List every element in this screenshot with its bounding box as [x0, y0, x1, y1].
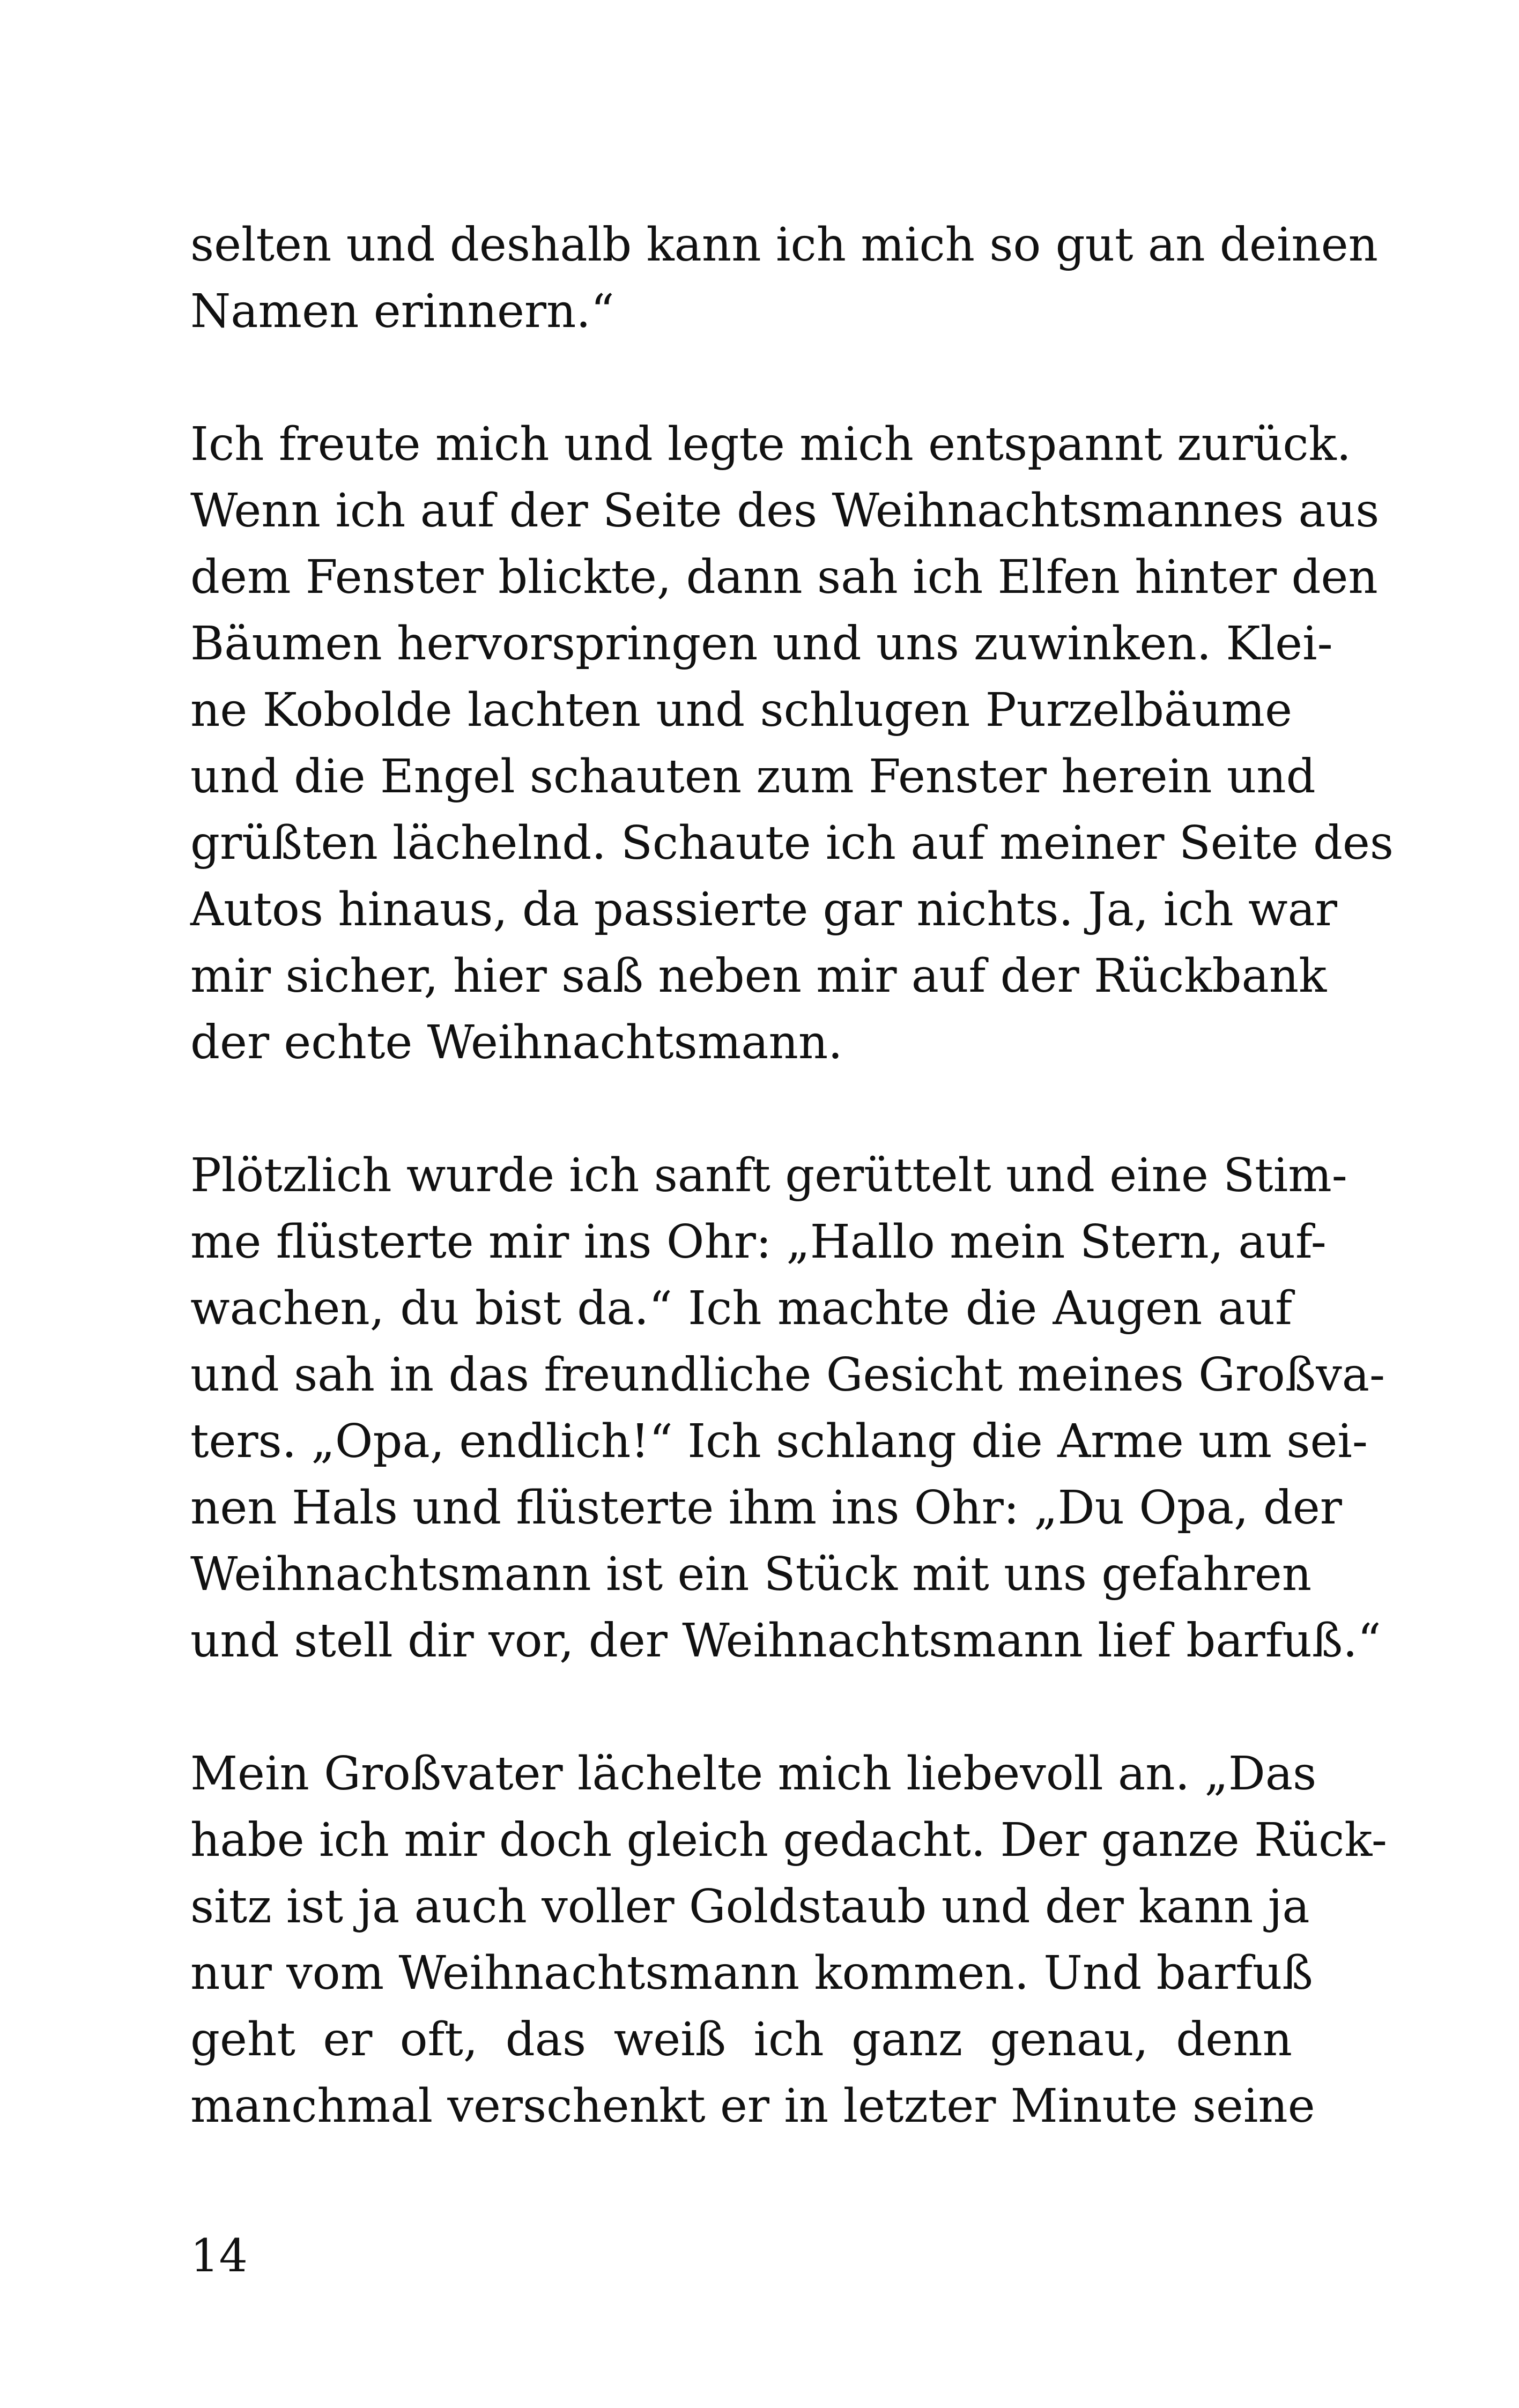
text-line: me flüsterte mir ins Ohr: „Hallo mein Stern, auf- [190, 1215, 1327, 1269]
body-text [190, 212, 1394, 2206]
paragraph-4 [190, 1741, 1387, 2139]
text-line: Mein Großvater lächelte mich liebevoll an. „Das [190, 1747, 1317, 1801]
text-line: manchmal verschenkt er in letzter Minute seine [190, 2079, 1315, 2133]
text-line: Autos hinaus, da passierte gar nichts. Ja, ich war [190, 883, 1337, 937]
text-line: habe ich mir doch gleich gedacht. Der ganze Rück- [190, 1814, 1387, 1867]
text-line: Plötzlich wurde ich sanft gerüttelt und eine Stim- [190, 1149, 1347, 1202]
text-line: grüßten lächelnd. Schaute ich auf meiner Seite des [190, 816, 1394, 870]
text-line: geht er oft, das weiß ich ganz genau, denn [190, 2013, 1292, 2067]
text-line: sitz ist ja auch voller Goldstaub und der kann ja [190, 1880, 1310, 1934]
text-line: mir sicher, hier saß neben mir auf der Rückbank [190, 949, 1327, 1003]
page-number: 14 [190, 2229, 248, 2282]
text-line: Weihnachtsmann ist ein Stück mit uns gefahren [190, 1548, 1312, 1601]
text-line: selten und deshalb kann ich mich so gut an deinen [190, 218, 1379, 272]
text-line: der echte Weihnachtsmann. [190, 1016, 843, 1069]
text-line: nur vom Weihnachtsmann kommen. Und barfuß [190, 1946, 1313, 2000]
text-line: Namen erinnern.“ [190, 285, 614, 338]
text-line: und stell dir vor, der Weihnachtsmann lief barfuß.“ [190, 1614, 1381, 1668]
text-line: nen Hals und flüsterte ihm ins Ohr: „Du Opa, der [190, 1481, 1342, 1535]
text-line: ters. „Opa, endlich!“ Ich schlang die Arme um sei- [190, 1415, 1368, 1468]
text-line: Wenn ich auf der Seite des Weihnachtsmannes aus [190, 484, 1380, 538]
text-line: wachen, du bist da.“ Ich machte die Augen auf [190, 1282, 1292, 1335]
text-line: dem Fenster blickte, dann sah ich Elfen hinter den [190, 551, 1378, 604]
text-line: Bäumen hervorspringen und uns zuwinken. Klei- [190, 617, 1333, 671]
paragraph-1 [190, 212, 1379, 345]
text-line: ne Kobolde lachten und schlugen Purzelbäume [190, 683, 1292, 737]
paragraph-2 [190, 411, 1394, 1076]
text-line: und sah in das freundliche Gesicht meines Großva- [190, 1348, 1385, 1402]
paragraph-3 [190, 1142, 1385, 1674]
text-line: Ich freute mich und legte mich entspannt zurück. [190, 418, 1351, 471]
text-line: und die Engel schauten zum Fenster herein und [190, 750, 1316, 804]
